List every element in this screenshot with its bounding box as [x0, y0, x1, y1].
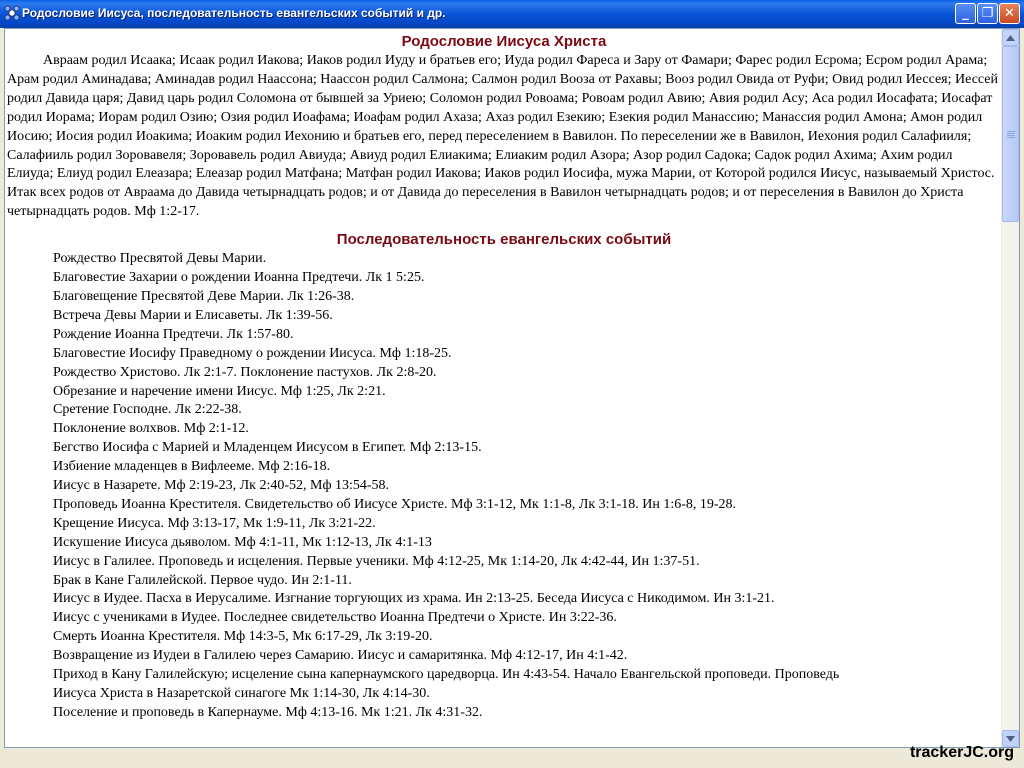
list-item: Крещение Иисуса. Мф 3:13-17, Мк 1:9-11, Лк 3:21-22. — [53, 515, 376, 531]
list-item: Иисус в Иудее. Пасха в Иерусалиме. Изгнание торгующих из храма. Ин 2:13-25. Беседа Иисуса с Никодимом. Ин 3:1-21. — [53, 591, 775, 607]
list-item: Иисус в Галилее. Проповедь и исцеления. Первые ученики. Мф 4:12-25, Мк 1:14-20, Лк 4:42-44, Ин 1:37-51. — [53, 553, 700, 569]
list-item: Поселение и проповедь в Капернауме. Мф 4:13-16. Мк 1:21. Лк 4:31-32. — [53, 704, 483, 720]
watermark: trackerJC.org — [909, 744, 1014, 761]
list-item: Иисус в Назарете. Мф 2:19-23, Лк 2:40-52, Мф 13:54-58. — [53, 478, 390, 494]
list-item: Поклонение волхвов. Мф 2:1-12. — [53, 421, 249, 437]
close-icon: ✕ — [1004, 6, 1015, 21]
genealogy-heading: Родословие Иисуса Христа — [401, 33, 607, 50]
list-item: Рождество Христово. Лк 2:1-7. Поклонение пастухов. Лк 2:8-20. — [53, 364, 437, 380]
restore-icon: ❐ — [981, 6, 994, 21]
minimize-button[interactable] — [955, 3, 976, 24]
minimize-icon: _ — [962, 6, 969, 21]
list-item: Бегство Иосифа с Марией и Младенцем Иисусом в Египет. Мф 2:13-15. — [53, 440, 482, 456]
list-item: Благовещение Пресвятой Деве Марии. Лк 1:26-38. — [53, 288, 355, 304]
list-item: Смерть Иоанна Крестителя. Мф 14:3-5, Мк 6:17-29, Лк 3:19-20. — [53, 629, 433, 645]
list-item: Искушение Иисуса дьяволом. Мф 4:1-11, Мк 1:12-13, Лк 4:1-13 — [53, 534, 432, 550]
list-item: Избиение младенцев в Вифлееме. Мф 2:16-18. — [53, 459, 331, 475]
list-item: Иисуса Христа в Назаретской синагоге Мк 1:14-30, Лк 4:14-30. — [53, 686, 430, 701]
list-item: Благовестие Захарии о рождении Иоанна Предтечи. Лк 1 5:25. — [53, 270, 425, 286]
events-list — [5, 250, 1003, 723]
app-icon — [4, 5, 20, 21]
restore-button[interactable] — [977, 3, 998, 24]
title-bar[interactable] — [0, 0, 1024, 28]
list-item: Обрезание и наречение имени Иисус. Мф 1:25, Лк 2:21. — [53, 383, 386, 399]
list-item: Проповедь Иоанна Крестителя. Свидетельство об Иисусе Христе. Мф 3:1-12, Мк 1:1-8, Лк 3:1-18. Ин 1:6-8, 19-28. — [53, 496, 737, 512]
list-item: Благовестие Иосифу Праведному о рождении Иисуса. Мф 1:18-25. — [53, 345, 452, 361]
list-item: Возвращение из Иудеи в Галилею через Самарию. Иисус и самаритянка. Мф 4:12-17, Ин 4:1-42. — [53, 648, 628, 664]
document-content — [5, 29, 1003, 747]
events-heading: Последовательность евангельских событий — [336, 231, 672, 249]
close-button[interactable] — [999, 3, 1020, 24]
list-item: Сретение Господне. Лк 2:22-38. — [53, 402, 242, 418]
window-title: Родословие Иисуса, последовательность евангельских событий и др. — [22, 6, 446, 20]
list-item: Рождество Пресвятой Девы Марии. — [53, 251, 267, 267]
list-item: Встреча Девы Марии и Елисаветы. Лк 1:39-56. — [53, 307, 333, 323]
scroll-thumb[interactable] — [1002, 46, 1019, 222]
vertical-scrollbar[interactable] — [1001, 29, 1019, 747]
list-item: Рождение Иоанна Предтечи. Лк 1:57-80. — [53, 326, 294, 342]
document-view[interactable] — [4, 28, 1020, 748]
list-item: Брак в Кане Галилейской. Первое чудо. Ин 2:1-11. — [53, 572, 352, 588]
genealogy-text: Авраам родил Исаака; Исаак родил Иакова; Иаков родил Иуду и братьев его; Иуда родил Фареса и Зару от Фамари; Фарес родил Есрома; Есром родил Арама; Арам родил Аминадава; Аминадав родил Наассона; Наассон родил Салмона; Салмон родил Вооза от Рахавы; Вооз родил Овида от Руфи; Овид родил Иессея; Иессей родил Давида царя; Давид царь родил Соломона от бывшей за Уриею; Соломон родил Ровоама; Ровоам родил Авию; Авия родил Асу; Аса родил Иосафата; Иосафат родил Иорама; Иорам родил Озию; Озия родил Иоафама; Иоафам родил Ахаза; Ахаз родил Езекию; Езекия родил Манассию; Манассия родил Амона; Амон родил Иосию; Иосия родил Иоакима; Иоаким родил Иехонию и братьев его, перед переселением в Вавилон. По переселении же в Вавилон, Иехония родил Салафииля; Салафииль родил Зоровавеля; Зоровавель родил Авиуда; Авиуд родил Елиакима; Елиаким родил Азора; Азор родил Садока; Садок родил Ахима; Ахим родил Елиуда; Елиуд родил Елеазара; Елеазар родил Матфана; Матфан родил Иакова; Иаков родил Иосифа, мужа Марии, от Которой родился Иисус, называемый Христос. Итак всех родов от Авраама до Давида четырнадцать родов; и от Давида до переселения в Вавилон четырнадцать родов; и от переселения в Вавилон до Христа четырнадцать родов. Мф 1:2-17. — [7, 53, 998, 220]
list-item: Иисус с учениками в Иудее. Последнее свидетельство Иоанна Предтечи о Христе. Ин 3:22-36. — [53, 610, 617, 626]
arrow-up-icon — [1006, 35, 1015, 41]
status-bar — [0, 748, 1024, 768]
scroll-up-button[interactable] — [1002, 29, 1019, 46]
list-item: Приход в Кану Галилейскую; исцеление сына капернаумского царедворца. Ин 4:43-54. Начало Евангельской проповеди. Проповедь — [53, 667, 840, 683]
arrow-down-icon — [1006, 736, 1015, 742]
